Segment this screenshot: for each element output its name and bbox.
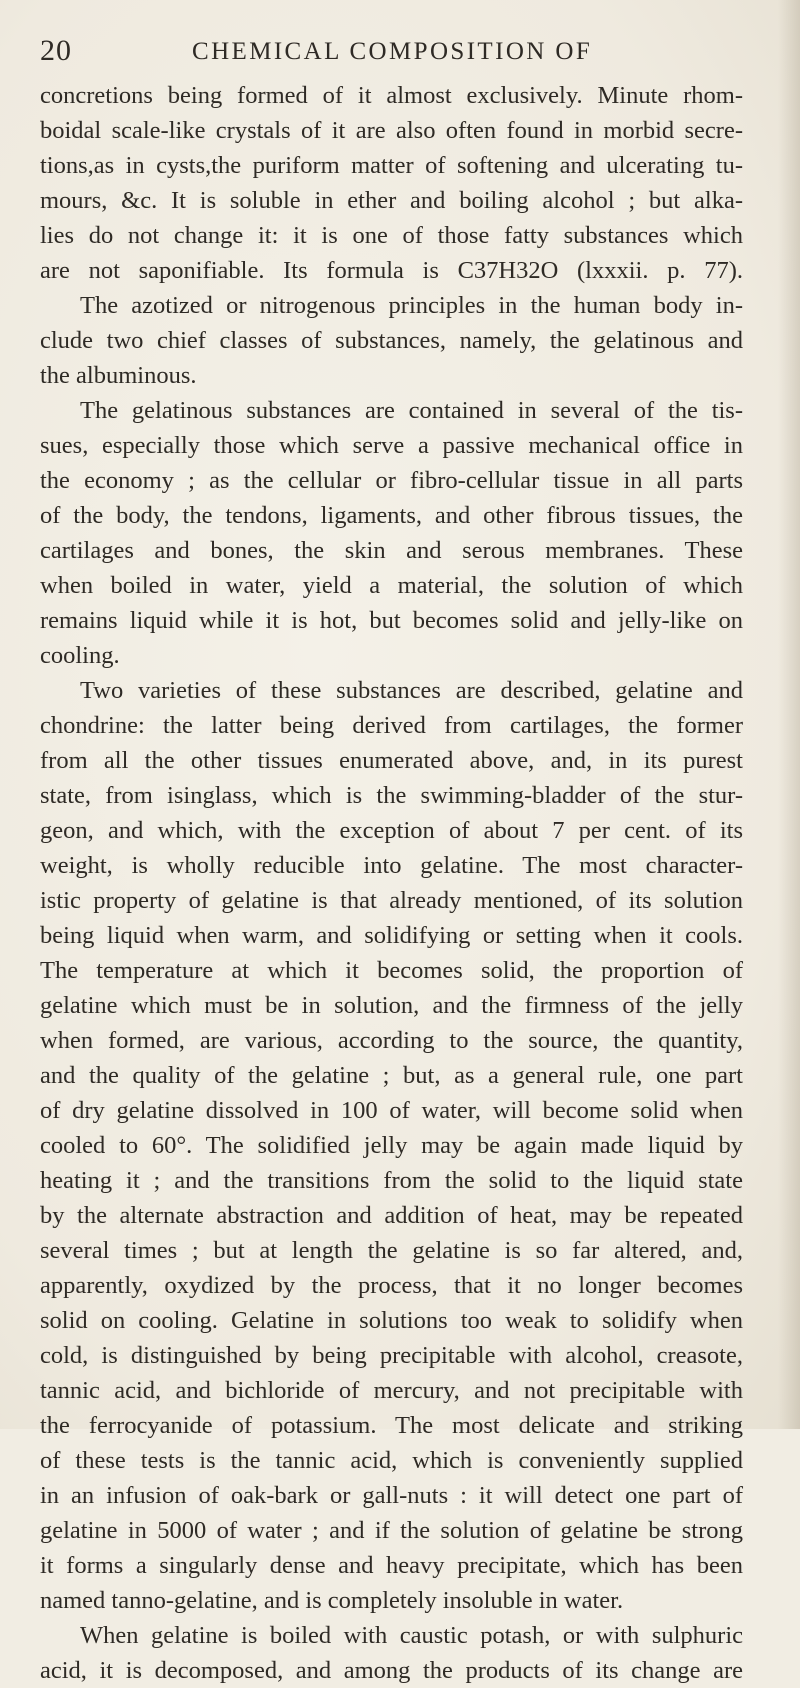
page-edge-shadow xyxy=(778,0,800,1429)
text-line: being liquid when warm, and solidifying or setting when it cools. xyxy=(40,922,743,949)
text-line: when formed, are various, according to the source, the quantity, xyxy=(40,1027,743,1054)
text-line: concretions being formed of it almost exclusively. Minute rhom- xyxy=(40,82,743,109)
text-line: it forms a singularly dense and heavy precipitate, which has been xyxy=(40,1552,743,1579)
text-line: cooling. xyxy=(40,642,120,669)
text-line: solid on cooling. Gelatine in solutions too weak to solidify when xyxy=(40,1307,743,1334)
text-line: in an infusion of oak-bark or gall-nuts : it will detect one part of xyxy=(40,1482,743,1509)
text-line: sues, especially those which serve a passive mechanical office in xyxy=(40,432,743,459)
text-line: of the body, the tendons, ligaments, and other fibrous tissues, the xyxy=(40,502,743,529)
text-line: state, from isinglass, which is the swimming-bladder of the stur- xyxy=(40,782,743,809)
text-line: mours, &c. It is soluble in ether and boiling alcohol ; but alka- xyxy=(40,187,743,214)
page-number: 20 xyxy=(40,34,72,67)
text-line: and the quality of the gelatine ; but, as a general rule, one part xyxy=(40,1062,743,1089)
text-line: geon, and which, with the exception of about 7 per cent. of its xyxy=(40,817,743,844)
running-head: CHEMICAL COMPOSITION OF xyxy=(192,38,593,65)
text-line: the ferrocyanide of potassium. The most delicate and striking xyxy=(40,1412,743,1439)
text-line: heating it ; and the transitions from the solid to the liquid state xyxy=(40,1167,743,1194)
text-line: the albuminous. xyxy=(40,362,197,389)
text-line: apparently, oxydized by the process, that it no longer becomes xyxy=(40,1272,743,1299)
text-line: istic property of gelatine is that already mentioned, of its solution xyxy=(40,887,743,914)
text-line: lies do not change it: it is one of those fatty substances which xyxy=(40,222,743,249)
page-header xyxy=(40,34,700,70)
text-line: weight, is wholly reducible into gelatine. The most character- xyxy=(40,852,743,879)
text-line: gelatine in 5000 of water ; and if the solution of gelatine be strong xyxy=(40,1517,743,1544)
text-line: Two varieties of these substances are described, gelatine and xyxy=(80,677,743,704)
text-line: The gelatinous substances are contained in several of the tis- xyxy=(80,397,743,424)
body-text xyxy=(40,78,743,1688)
text-line: named tanno-gelatine, and is completely insoluble in water. xyxy=(40,1587,624,1614)
text-line: when boiled in water, yield a material, the solution of which xyxy=(40,572,743,599)
text-line: the economy ; as the cellular or fibro-cellular tissue in all parts xyxy=(40,467,743,494)
text-line: The azotized or nitrogenous principles in the human body in- xyxy=(80,292,743,319)
text-line: of dry gelatine dissolved in 100 of water, will become solid when xyxy=(40,1097,743,1124)
text-line: tannic acid, and bichloride of mercury, and not precipitable with xyxy=(40,1377,743,1404)
text-line: When gelatine is boiled with caustic potash, or with sulphuric xyxy=(80,1622,743,1649)
text-line: from all the other tissues enumerated above, and, in its purest xyxy=(40,747,743,774)
text-line: clude two chief classes of substances, namely, the gelatinous and xyxy=(40,327,743,354)
text-line: of these tests is the tannic acid, which is conveniently supplied xyxy=(40,1447,743,1474)
text-line: cartilages and bones, the skin and serous membranes. These xyxy=(40,537,743,564)
text-line: remains liquid while it is hot, but becomes solid and jelly-like on xyxy=(40,607,743,634)
text-line: cold, is distinguished by being precipitable with alcohol, creasote, xyxy=(40,1342,743,1369)
text-line: by the alternate abstraction and addition of heat, may be repeated xyxy=(40,1202,743,1229)
text-line: tions,as in cysts,the puriform matter of softening and ulcerating tu- xyxy=(40,152,743,179)
text-line: gelatine which must be in solution, and the firmness of the jelly xyxy=(40,992,743,1019)
text-line: boidal scale-like crystals of it are also often found in morbid secre- xyxy=(40,117,743,144)
text-line: cooled to 60°. The solidified jelly may be again made liquid by xyxy=(40,1132,743,1159)
text-line: The temperature at which it becomes solid, the proportion of xyxy=(40,957,743,984)
text-line: several times ; but at length the gelatine is so far altered, and, xyxy=(40,1237,743,1264)
text-line: acid, it is decomposed, and among the products of its change are xyxy=(40,1657,743,1684)
text-line: chondrine: the latter being derived from cartilages, the former xyxy=(40,712,743,739)
text-line: are not saponifiable. Its formula is C37H32O (lxxxii. p. 77). xyxy=(40,257,743,284)
